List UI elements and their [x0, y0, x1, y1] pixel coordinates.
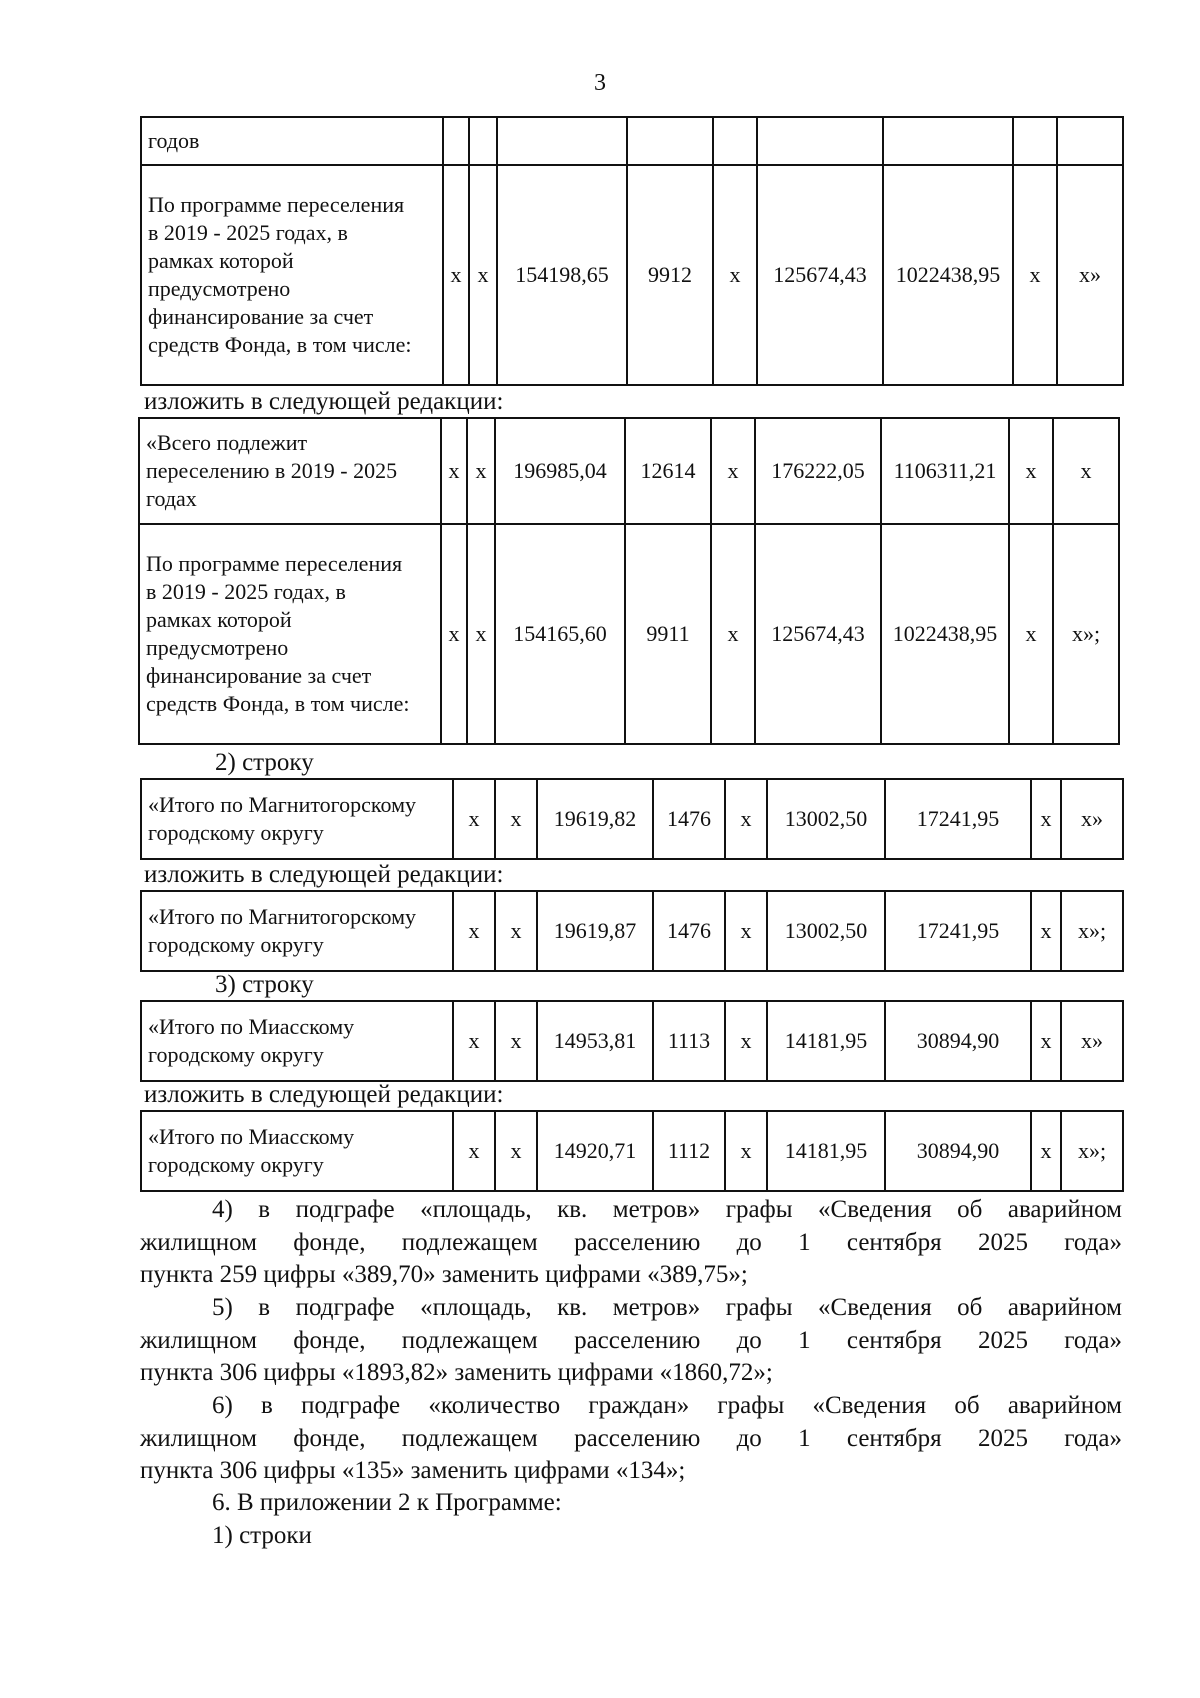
cell: 12614: [625, 418, 711, 524]
cell: x: [467, 418, 495, 524]
cell: x: [1031, 1001, 1061, 1081]
cell: x: [711, 418, 755, 524]
cell: x: [467, 524, 495, 744]
cell: x: [1031, 1111, 1061, 1191]
cell: x: [441, 418, 467, 524]
cell: x: [1009, 524, 1053, 744]
cell: 154165,60: [495, 524, 625, 744]
cell: 14181,95: [767, 1001, 885, 1081]
cell: 13002,50: [767, 891, 885, 971]
cell: x: [495, 1001, 537, 1081]
cell: 125674,43: [757, 165, 883, 385]
cell: x: [1009, 418, 1053, 524]
row-2-label: 2) строку: [215, 749, 314, 776]
table-row: [141, 779, 1123, 859]
table-old-rows: [140, 116, 1124, 386]
cell: 14181,95: [767, 1111, 885, 1191]
page-number: 3: [594, 70, 606, 96]
row-label: По программе переселения в 2019 - 2025 годах, в рамках которой предусмотрено финансирование за счет средств Фонда, в том числе:: [141, 165, 443, 385]
paragraph-appendix-2: 6. В приложении 2 к Программе:: [212, 1489, 562, 1516]
cell: x: [1053, 418, 1119, 524]
cell: x: [443, 165, 469, 385]
cell: 1476: [653, 891, 725, 971]
cell: x: [495, 891, 537, 971]
cell: 30894,90: [885, 1001, 1031, 1081]
cell: [1057, 117, 1123, 165]
paragraph-item-4: 4) в подграфе «площадь, кв. метров» графы «Сведения об аварийном жилищном фонде, подлежащем расселению до 1 сентября 2025 года» пункта 259 цифры «389,70» заменить цифрами «389,75»;: [140, 1196, 1122, 1288]
cell: x»: [1061, 779, 1123, 859]
row-label: годов: [141, 117, 443, 165]
cell: [757, 117, 883, 165]
table-old-miass: [140, 1000, 1124, 1082]
table-row: [139, 418, 1119, 524]
new-edition-label: изложить в следующей редакции:: [144, 388, 504, 415]
cell: x: [725, 779, 767, 859]
cell: x: [495, 779, 537, 859]
row-label: По программе переселения в 2019 - 2025 годах, в рамках которой предусмотрено финансирование за счет средств Фонда, в том числе:: [139, 524, 441, 744]
cell: [497, 117, 627, 165]
cell: 1022438,95: [883, 165, 1013, 385]
cell: x: [725, 1111, 767, 1191]
cell: x: [711, 524, 755, 744]
table-row: [141, 1111, 1123, 1191]
cell: [883, 117, 1013, 165]
table-row: [141, 891, 1123, 971]
cell: 1022438,95: [881, 524, 1009, 744]
row-label: «Итого по Магнитогорскому городскому округу: [141, 891, 453, 971]
cell: x: [453, 1111, 495, 1191]
table-row: [141, 1001, 1123, 1081]
cell: 17241,95: [885, 891, 1031, 971]
cell: x»;: [1053, 524, 1119, 744]
row-label: «Всего подлежит переселению в 2019 - 2025 годах: [139, 418, 441, 524]
cell: 19619,87: [537, 891, 653, 971]
cell: 1113: [653, 1001, 725, 1081]
cell: x: [725, 891, 767, 971]
paragraph-item-5: 5) в подграфе «площадь, кв. метров» графы «Сведения об аварийном жилищном фонде, подлежащем расселению до 1 сентября 2025 года» пункта 306 цифры «1893,82» заменить цифрами «1860,72»;: [140, 1294, 1122, 1386]
cell: x: [713, 165, 757, 385]
cell: 9912: [627, 165, 713, 385]
cell: 1112: [653, 1111, 725, 1191]
cell: x»;: [1061, 891, 1123, 971]
cell: [469, 117, 497, 165]
cell: 14953,81: [537, 1001, 653, 1081]
cell: x: [453, 891, 495, 971]
table-row: [141, 165, 1123, 385]
table-row: [139, 524, 1119, 744]
new-edition-label: изложить в следующей редакции:: [144, 861, 504, 888]
cell: x: [495, 1111, 537, 1191]
cell: x: [1031, 779, 1061, 859]
cell: x»: [1061, 1001, 1123, 1081]
cell: x: [725, 1001, 767, 1081]
cell: 14920,71: [537, 1111, 653, 1191]
cell: x: [441, 524, 467, 744]
cell: 30894,90: [885, 1111, 1031, 1191]
row-label: «Итого по Миасскому городскому округу: [141, 1001, 453, 1081]
cell: 125674,43: [755, 524, 881, 744]
row-3-label: 3) строку: [215, 971, 314, 998]
cell: 17241,95: [885, 779, 1031, 859]
row-label: «Итого по Магнитогорскому городскому округу: [141, 779, 453, 859]
cell: [1013, 117, 1057, 165]
table-old-magnitogorsk: [140, 778, 1124, 860]
cell: x: [453, 779, 495, 859]
cell: [443, 117, 469, 165]
cell: 176222,05: [755, 418, 881, 524]
cell: 196985,04: [495, 418, 625, 524]
row-label: «Итого по Миасскому городскому округу: [141, 1111, 453, 1191]
table-new-miass: [140, 1110, 1124, 1192]
cell: [713, 117, 757, 165]
paragraph-rows: 1) строки: [212, 1522, 312, 1549]
table-new-magnitogorsk: [140, 890, 1124, 972]
cell: 154198,65: [497, 165, 627, 385]
cell: 13002,50: [767, 779, 885, 859]
cell: 1476: [653, 779, 725, 859]
cell: x: [453, 1001, 495, 1081]
cell: x: [1013, 165, 1057, 385]
cell: 9911: [625, 524, 711, 744]
cell: x»: [1057, 165, 1123, 385]
cell: 19619,82: [537, 779, 653, 859]
cell: x: [469, 165, 497, 385]
cell: x: [1031, 891, 1061, 971]
paragraph-item-6: 6) в подграфе «количество граждан» графы «Сведения об аварийном жилищном фонде, подлежащем расселению до 1 сентября 2025 года» пункта 306 цифры «135» заменить цифрами «134»;: [140, 1392, 1122, 1484]
table-row: [141, 117, 1123, 165]
cell: [627, 117, 713, 165]
cell: x»;: [1061, 1111, 1123, 1191]
cell: 1106311,21: [881, 418, 1009, 524]
table-new-rows: [138, 417, 1120, 745]
new-edition-label: изложить в следующей редакции:: [144, 1081, 504, 1108]
